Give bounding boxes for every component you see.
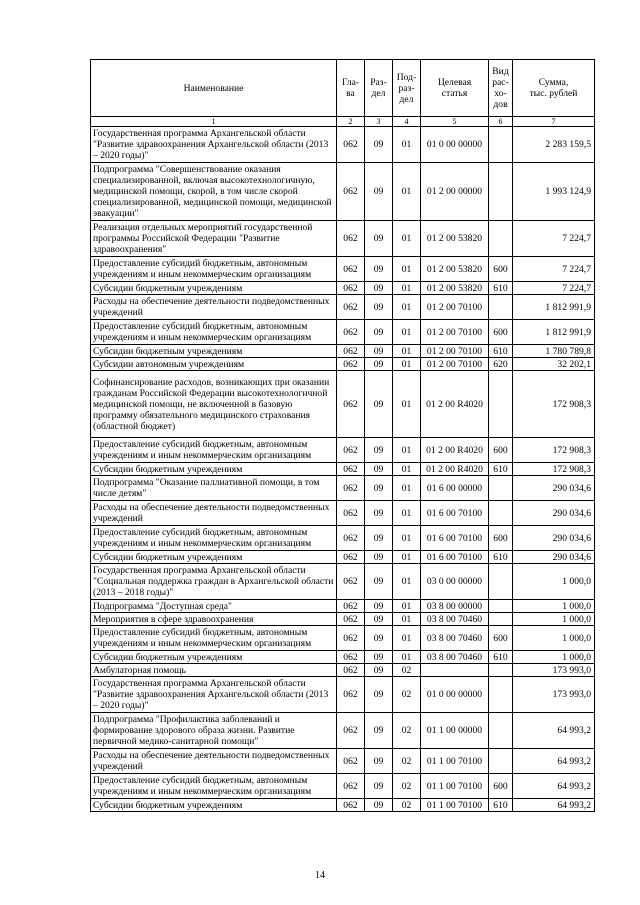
row-target: 01 2 00 53820 (421, 257, 489, 282)
row-glava: 062 (337, 476, 365, 501)
row-podrazdel: 01 (393, 651, 421, 664)
row-vid (489, 295, 513, 320)
table-row (91, 526, 595, 551)
row-glava: 062 (337, 749, 365, 774)
row-sum: 172 908,3 (513, 371, 595, 438)
row-razdel: 09 (365, 282, 393, 295)
table-row (91, 358, 595, 371)
row-razdel: 09 (365, 221, 393, 257)
header-sum: Сумма, тыс. рублей (513, 60, 595, 117)
table-row (91, 257, 595, 282)
column-number-row (91, 117, 595, 127)
table-row (91, 613, 595, 626)
colnum: 4 (393, 117, 421, 127)
row-podrazdel: 01 (393, 551, 421, 564)
row-name: Субсидии бюджетным учреждениям (91, 651, 337, 664)
row-sum: 2 283 159,5 (513, 127, 595, 163)
row-podrazdel: 01 (393, 463, 421, 476)
row-podrazdel: 01 (393, 257, 421, 282)
table-row (91, 371, 595, 438)
row-name: Подпрограмма "Оказание паллиативной помощи, в том числе детям" (91, 476, 337, 501)
row-glava: 062 (337, 438, 365, 463)
table-row (91, 295, 595, 320)
table-row (91, 501, 595, 526)
row-glava: 062 (337, 677, 365, 713)
row-target: 01 1 00 70100 (421, 799, 489, 812)
row-target: 01 2 00 00000 (421, 163, 489, 221)
row-name: Расходы на обеспечение деятельности подведомственных учреждений (91, 501, 337, 526)
table-row (91, 799, 595, 812)
table-row (91, 221, 595, 257)
row-glava: 062 (337, 501, 365, 526)
row-sum: 173 993,0 (513, 677, 595, 713)
colnum: 2 (337, 117, 365, 127)
row-name: Предоставление субсидий бюджетным, автономным учреждениям и иным некоммерческим организациям (91, 774, 337, 799)
row-name: Расходы на обеспечение деятельности подведомственных учреждений (91, 749, 337, 774)
row-target: 01 2 00 R4020 (421, 463, 489, 476)
row-razdel: 09 (365, 345, 393, 358)
row-sum: 7 224,7 (513, 221, 595, 257)
table-row (91, 476, 595, 501)
budget-table (90, 59, 595, 812)
row-glava: 062 (337, 664, 365, 677)
row-podrazdel: 01 (393, 320, 421, 345)
row-sum: 290 034,6 (513, 501, 595, 526)
row-vid (489, 613, 513, 626)
row-razdel: 09 (365, 774, 393, 799)
row-podrazdel: 01 (393, 127, 421, 163)
row-vid: 610 (489, 282, 513, 295)
row-podrazdel: 01 (393, 626, 421, 651)
row-target: 01 2 00 R4020 (421, 438, 489, 463)
row-vid: 600 (489, 257, 513, 282)
row-razdel: 09 (365, 127, 393, 163)
row-target: 01 2 00 53820 (421, 282, 489, 295)
budget-table-page (90, 59, 594, 812)
row-razdel: 09 (365, 295, 393, 320)
row-name: Реализация отдельных мероприятий государственной программы Российской Федерации "Развитие здравоохранения" (91, 221, 337, 257)
row-name: Подпрограмма "Совершенствование оказания специализированной, включая высокотехнологичную, медицинской помощи, скорой, в том числе скорой специализированной, медицинской помощи, медицинской эвакуации" (91, 163, 337, 221)
row-glava: 062 (337, 799, 365, 812)
row-podrazdel: 01 (393, 221, 421, 257)
table-header-row (91, 60, 595, 117)
header-vid: Вид рас- хо- дов (489, 60, 513, 117)
table-row (91, 463, 595, 476)
header-razdel: Раз- дел (365, 60, 393, 117)
row-podrazdel: 01 (393, 526, 421, 551)
table-row (91, 713, 595, 749)
table-row (91, 282, 595, 295)
row-target: 01 1 00 00000 (421, 713, 489, 749)
row-sum: 64 993,2 (513, 774, 595, 799)
row-name: Субсидии бюджетным учреждениям (91, 345, 337, 358)
row-razdel: 09 (365, 749, 393, 774)
row-name: Мероприятия в сфере здравоохранения (91, 613, 337, 626)
row-target: 03 0 00 00000 (421, 564, 489, 600)
row-razdel: 09 (365, 677, 393, 713)
row-name: Государственная программа Архангельской области "Развитие здравоохранения Архангельской области (2013 – 2020 годы)" (91, 127, 337, 163)
row-target: 01 6 00 70100 (421, 526, 489, 551)
row-razdel: 09 (365, 320, 393, 345)
row-target: 01 0 00 00000 (421, 127, 489, 163)
row-vid: 610 (489, 799, 513, 812)
row-sum: 172 908,3 (513, 438, 595, 463)
row-razdel: 09 (365, 664, 393, 677)
row-vid: 610 (489, 551, 513, 564)
row-target: 01 2 00 53820 (421, 221, 489, 257)
table-row (91, 749, 595, 774)
colnum: 3 (365, 117, 393, 127)
row-target: 01 0 00 00000 (421, 677, 489, 713)
row-glava: 062 (337, 551, 365, 564)
row-glava: 062 (337, 345, 365, 358)
header-podrazdel: Под- раз- дел (393, 60, 421, 117)
row-vid (489, 163, 513, 221)
row-glava: 062 (337, 626, 365, 651)
row-name: Государственная программа Архангельской области "Развитие здравоохранения Архангельской области (2013 – 2020 годы)" (91, 677, 337, 713)
row-target (421, 664, 489, 677)
row-name: Государственная программа Архангельской области "Социальная поддержка граждан в Архангельской области (2013 – 2018 годы)" (91, 564, 337, 600)
row-target: 01 2 00 70100 (421, 358, 489, 371)
row-glava: 062 (337, 651, 365, 664)
row-glava: 062 (337, 774, 365, 799)
row-vid: 600 (489, 626, 513, 651)
row-vid: 600 (489, 438, 513, 463)
colnum: 6 (489, 117, 513, 127)
row-name: Амбулаторная помощь (91, 664, 337, 677)
row-podrazdel: 02 (393, 749, 421, 774)
row-target: 01 2 00 70100 (421, 320, 489, 345)
row-name: Софинансирование расходов, возникающих при оказании гражданам Российской Федерации высокотехнологичной медицинской помощи, не включенной в базовую программу обязательного медицинского страхования (областной бюджет) (91, 371, 337, 438)
colnum: 7 (513, 117, 595, 127)
row-name: Субсидии бюджетным учреждениям (91, 282, 337, 295)
row-name: Подпрограмма "Доступная среда" (91, 600, 337, 613)
row-sum: 7 224,7 (513, 282, 595, 295)
row-razdel: 09 (365, 257, 393, 282)
row-podrazdel: 01 (393, 163, 421, 221)
row-target: 03 8 00 00000 (421, 600, 489, 613)
row-glava: 062 (337, 613, 365, 626)
row-razdel: 09 (365, 551, 393, 564)
row-vid (489, 371, 513, 438)
table-row (91, 127, 595, 163)
row-vid: 600 (489, 774, 513, 799)
row-sum: 290 034,6 (513, 476, 595, 501)
row-razdel: 09 (365, 163, 393, 221)
row-glava: 062 (337, 295, 365, 320)
row-razdel: 09 (365, 713, 393, 749)
page-number: 14 (315, 870, 325, 881)
row-sum: 172 908,3 (513, 463, 595, 476)
row-razdel: 09 (365, 438, 393, 463)
row-target: 01 6 00 70100 (421, 501, 489, 526)
row-glava: 062 (337, 282, 365, 295)
row-podrazdel: 02 (393, 799, 421, 812)
colnum: 1 (91, 117, 337, 127)
row-target: 01 6 00 70100 (421, 551, 489, 564)
table-row (91, 651, 595, 664)
row-podrazdel: 01 (393, 358, 421, 371)
row-target: 01 6 00 00000 (421, 476, 489, 501)
row-vid (489, 221, 513, 257)
table-row (91, 345, 595, 358)
row-glava: 062 (337, 320, 365, 345)
row-sum: 1 000,0 (513, 651, 595, 664)
row-name: Предоставление субсидий бюджетным, автономным учреждениям и иным некоммерческим организациям (91, 438, 337, 463)
row-vid (489, 501, 513, 526)
row-sum: 64 993,2 (513, 799, 595, 812)
row-podrazdel: 02 (393, 677, 421, 713)
row-razdel: 09 (365, 799, 393, 812)
header-name: Наименование (91, 60, 337, 117)
row-glava: 062 (337, 564, 365, 600)
row-podrazdel: 02 (393, 774, 421, 799)
row-name: Расходы на обеспечение деятельности подведомственных учреждений (91, 295, 337, 320)
row-podrazdel: 01 (393, 345, 421, 358)
table-row (91, 774, 595, 799)
row-razdel: 09 (365, 501, 393, 526)
row-sum: 1 780 789,8 (513, 345, 595, 358)
row-podrazdel: 01 (393, 282, 421, 295)
row-vid: 610 (489, 463, 513, 476)
row-podrazdel: 01 (393, 501, 421, 526)
row-sum: 1 000,0 (513, 600, 595, 613)
row-razdel: 09 (365, 371, 393, 438)
row-vid: 610 (489, 651, 513, 664)
row-vid (489, 664, 513, 677)
row-sum: 173 993,0 (513, 664, 595, 677)
row-vid (489, 564, 513, 600)
row-razdel: 09 (365, 564, 393, 600)
row-vid (489, 677, 513, 713)
row-sum: 1 812 991,9 (513, 320, 595, 345)
colnum: 5 (421, 117, 489, 127)
row-name: Предоставление субсидий бюджетным, автономным учреждениям и иным некоммерческим организациям (91, 626, 337, 651)
row-podrazdel: 01 (393, 371, 421, 438)
row-target: 01 2 00 70100 (421, 345, 489, 358)
row-glava: 062 (337, 358, 365, 371)
table-body (91, 127, 595, 812)
row-name: Субсидии бюджетным учреждениям (91, 551, 337, 564)
row-glava: 062 (337, 163, 365, 221)
row-sum: 7 224,7 (513, 257, 595, 282)
row-name: Предоставление субсидий бюджетным, автономным учреждениям и иным некоммерческим организациям (91, 526, 337, 551)
row-vid (489, 127, 513, 163)
row-podrazdel: 02 (393, 664, 421, 677)
row-name: Подпрограмма "Профилактика заболеваний и формирование здорового образа жизни. Развитие первичной медико-санитарной помощи" (91, 713, 337, 749)
row-sum: 1 000,0 (513, 613, 595, 626)
row-sum: 64 993,2 (513, 749, 595, 774)
row-sum: 290 034,6 (513, 551, 595, 564)
row-vid: 620 (489, 358, 513, 371)
row-glava: 062 (337, 463, 365, 476)
row-glava: 062 (337, 127, 365, 163)
row-podrazdel: 01 (393, 613, 421, 626)
table-row (91, 600, 595, 613)
row-razdel: 09 (365, 600, 393, 613)
row-sum: 1 812 991,9 (513, 295, 595, 320)
row-vid (489, 713, 513, 749)
table-row (91, 626, 595, 651)
row-target: 03 8 00 70460 (421, 651, 489, 664)
header-glava: Гла- ва (337, 60, 365, 117)
header-target: Целевая статья (421, 60, 489, 117)
row-razdel: 09 (365, 626, 393, 651)
row-glava: 062 (337, 600, 365, 613)
row-sum: 32 202,1 (513, 358, 595, 371)
row-target: 01 1 00 70100 (421, 774, 489, 799)
row-razdel: 09 (365, 526, 393, 551)
table-row (91, 551, 595, 564)
row-name: Субсидии автономным учреждениям (91, 358, 337, 371)
row-vid (489, 476, 513, 501)
row-glava: 062 (337, 526, 365, 551)
row-target: 03 8 00 70460 (421, 613, 489, 626)
row-glava: 062 (337, 371, 365, 438)
table-row (91, 677, 595, 713)
row-podrazdel: 02 (393, 713, 421, 749)
row-podrazdel: 01 (393, 295, 421, 320)
row-name: Субсидии бюджетным учреждениям (91, 463, 337, 476)
row-vid (489, 749, 513, 774)
row-glava: 062 (337, 257, 365, 282)
row-razdel: 09 (365, 358, 393, 371)
row-name: Субсидии бюджетным учреждениям (91, 799, 337, 812)
row-podrazdel: 01 (393, 564, 421, 600)
table-row (91, 163, 595, 221)
row-razdel: 09 (365, 476, 393, 501)
row-podrazdel: 01 (393, 476, 421, 501)
row-sum: 1 000,0 (513, 626, 595, 651)
row-razdel: 09 (365, 651, 393, 664)
row-target: 01 1 00 70100 (421, 749, 489, 774)
row-glava: 062 (337, 713, 365, 749)
row-sum: 290 034,6 (513, 526, 595, 551)
row-razdel: 09 (365, 463, 393, 476)
row-target: 01 2 00 70100 (421, 295, 489, 320)
table-row (91, 320, 595, 345)
row-vid: 610 (489, 345, 513, 358)
row-vid (489, 600, 513, 613)
row-name: Предоставление субсидий бюджетным, автономным учреждениям и иным некоммерческим организациям (91, 257, 337, 282)
table-row (91, 664, 595, 677)
row-podrazdel: 01 (393, 600, 421, 613)
row-target: 03 8 00 70460 (421, 626, 489, 651)
row-name: Предоставление субсидий бюджетным, автономным учреждениям и иным некоммерческим организациям (91, 320, 337, 345)
table-row (91, 564, 595, 600)
row-sum: 1 993 124,9 (513, 163, 595, 221)
row-vid: 600 (489, 526, 513, 551)
row-vid: 600 (489, 320, 513, 345)
row-target: 01 2 00 R4020 (421, 371, 489, 438)
row-sum: 64 993,2 (513, 713, 595, 749)
row-podrazdel: 01 (393, 438, 421, 463)
table-row (91, 438, 595, 463)
row-glava: 062 (337, 221, 365, 257)
row-sum: 1 000,0 (513, 564, 595, 600)
row-razdel: 09 (365, 613, 393, 626)
